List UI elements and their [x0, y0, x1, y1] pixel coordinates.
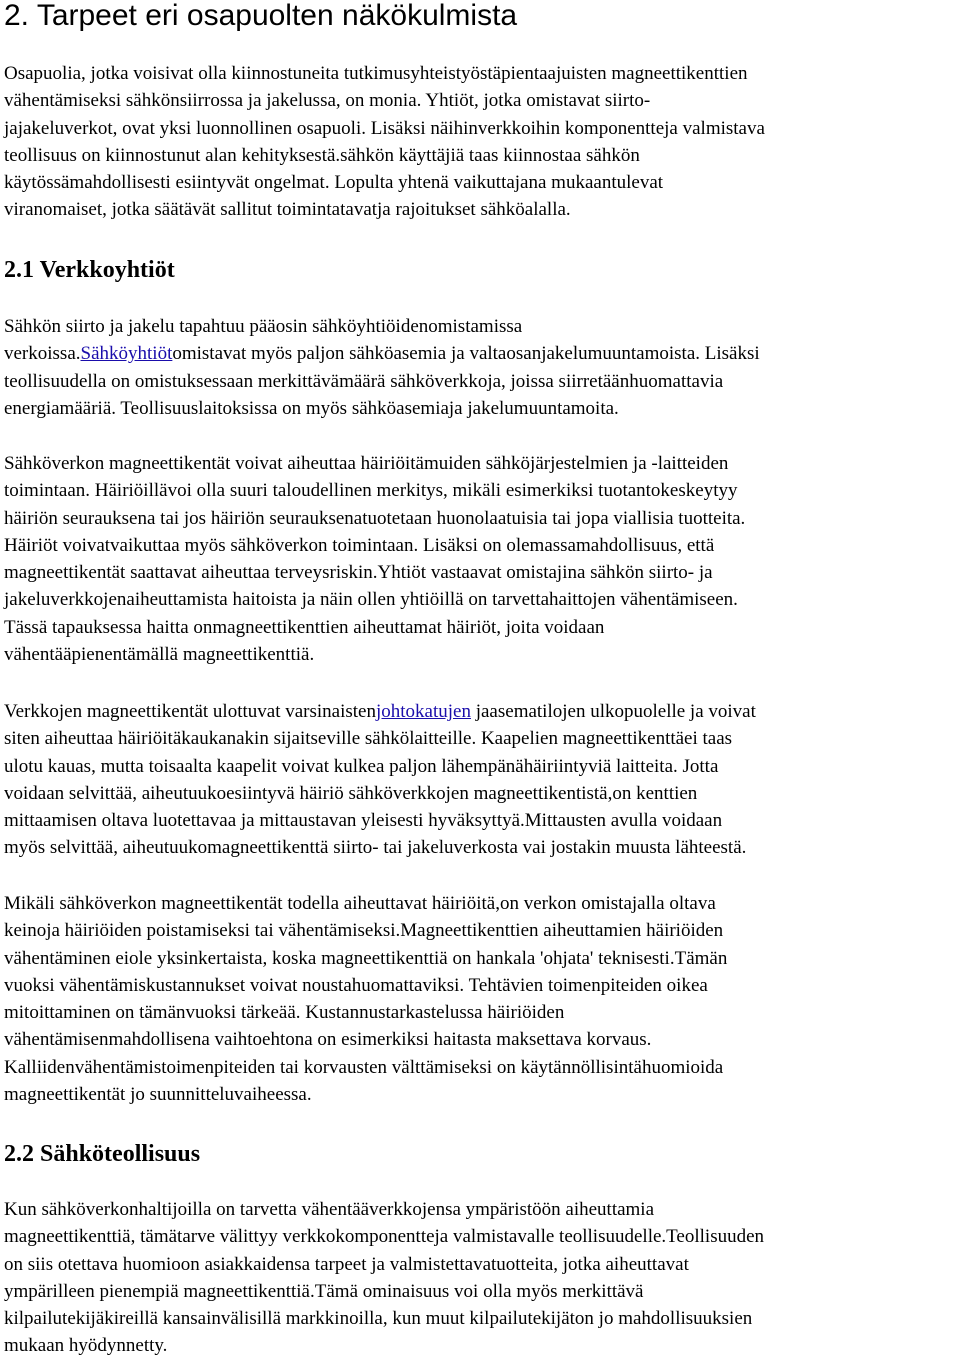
section-2-1-paragraph-3 [4, 698, 959, 862]
text-line: ympärilleen pienempiä magneettikenttiä.Tämä ominaisuus voi olla myös merkittävä [4, 1280, 644, 1302]
text-line: keinoja häiriöiden poistamiseksi tai vähentämiseksi.Magneettikenttien aiheuttamien häiriöiden [4, 920, 724, 942]
text-line: mukaan hyödynnetty. [4, 1335, 168, 1357]
text-line-with-link [4, 340, 959, 367]
section-2-1-paragraph-1 [4, 313, 959, 422]
text-line: Mikäli sähköverkon magneettikentät todella aiheuttavat häiriöitä,on verkon omistajalla oltava [4, 893, 716, 914]
text-line: siten aiheuttaa häiriöitäkaukanakin sijaitseville sähkölaitteille. Kaapelien magneettikenttäei taas [4, 728, 733, 750]
text-segment: Verkkojen magneettikentät ulottuvat varsinaisten [4, 701, 376, 722]
text-line: vähentämiseksi sähkönsiirrossa ja jakelussa, on monia. Yhtiöt, jotka omistavat siirto- [4, 90, 651, 112]
text-line: magneettikentät jo suunnitteluvaiheessa. [4, 1084, 312, 1106]
text-line: voidaan selvittää, aiheutuukoesiintyvä häiriö sähköverkkojen magneettikentistä,on kenttien [4, 782, 698, 804]
text-line: ulotu kauas, mutta toisaalta kaapelit voivat kulkea paljon lähempänähäiriintyviä laitteita. Jotta [4, 755, 719, 777]
text-line: myös selvittää, aiheutuukomagneettikenttä siirto- tai jakeluverkosta vai jostakin muusta lähteestä. [4, 837, 747, 859]
section-2-heading: 2. Tarpeet eri osapuolten näkökulmista [4, 0, 518, 32]
text-line: viranomaiset, jotka säätävät sallitut toimintatavatja rajoitukset sähköalalla. [4, 199, 571, 221]
text-line: käytössämahdollisesti esiintyvät ongelmat. Lopulta yhtenä vaikuttajana mukaantulevat [4, 172, 664, 194]
text-line: mittaamisen oltava luotettavaa ja mittaustavan yleisesti hyväksyttyä.Mittausten avulla voidaan [4, 810, 723, 832]
section-2-2-paragraph-1 [4, 1196, 959, 1360]
text-line: toimintaan. Häiriöillävoi olla suuri taloudellinen merkitys, mikäli esimerkiksi tuotantokeskeytyy [4, 480, 738, 502]
text-line: magneettikentät saattavat aiheuttaa terveysriskin.Yhtiöt vastaavat omistajina sähkön siirto- ja [4, 562, 713, 584]
text-line: häiriön seurauksena tai jos häiriön seurauksenatuotetaan huonolaatuisia tai jopa viallisia tuotteita. [4, 507, 746, 529]
text-line: magneettikenttiä, tämätarve välittyy verkkokomponentteja valmistavalle teollisuudelle.Teollisuuden [4, 1226, 765, 1248]
text-line: energiamääriä. Teollisuuslaitoksissa on myös sähköasemiaja jakelumuuntamoita. [4, 397, 619, 419]
text-line: Kun sähköverkonhaltijoilla on tarvetta vähentääverkkojensa ympäristöön aiheuttamia [4, 1199, 655, 1220]
section-2-1-paragraph-4 [4, 890, 959, 1108]
text-line: jakeluverkkojenaiheuttamista haitoista ja näin ollen yhtiöillä on tarvettahaittojen vähentämiseen. [4, 589, 738, 611]
section-2-paragraph-1 [4, 60, 959, 224]
text-line: jajakeluverkot, ovat yksi luonnollinen osapuoli. Lisäksi näihinverkkoihin komponentteja valmistava [4, 117, 765, 139]
sahkoyhtiot-link[interactable]: Sähköyhtiöt [80, 343, 173, 365]
text-line: mitoittaminen on tämänvuoksi tärkeää. Kustannustarkastelussa häiriöiden [4, 1002, 565, 1024]
johtokatujen-link[interactable]: johtokatujen [375, 701, 471, 722]
text-line: vähentääpienentämällä magneettikenttiä. [4, 644, 315, 666]
text-line: Sähköverkon magneettikentät voivat aiheuttaa häiriöitämuiden sähköjärjestelmien ja -laitteiden [4, 453, 729, 474]
text-line: on siis otettava huomioon asiakkaidensa tarpeet ja valmistettavatuotteita, jotka aiheuttavat [4, 1253, 689, 1275]
text-line: Kalliidenvähentämistoimenpiteiden tai korvausten välttämiseksi on käytännöllisintähuomioida [4, 1056, 724, 1078]
text-line: Osapuolia, jotka voisivat olla kiinnostuneita tutkimusyhteistyöstäpientaajuisten magneettikenttien [4, 63, 748, 84]
text-line: vähentämisenmahdollisena vaihtoehtona on esimerkiksi haitasta maksettava korvaus. [4, 1029, 652, 1051]
text-line-with-link [4, 698, 959, 725]
text-segment: omistavat myös paljon sähköasemia ja valtaosanjakelumuuntamoista. Lisäksi [172, 343, 760, 365]
text-line: Häiriöt voivatvaikuttaa myös sähköverkon toimintaan. Lisäksi on olemassamahdollisuus, että [4, 534, 715, 556]
section-2-1-heading: 2.1 Verkkoyhtiöt [4, 257, 175, 283]
text-line: teollisuudella on omistuksessaan merkittävämäärä sähköverkkoja, joissa siirretäänhuomattavia [4, 370, 724, 392]
text-segment: verkoissa. [4, 343, 81, 365]
text-line: teollisuus on kiinnostunut alan kehityksestä.sähkön käyttäjiä taas kiinnostaa sähkön [4, 144, 640, 166]
section-2-2-heading: 2.2 Sähköteollisuus [4, 1141, 201, 1167]
section-2-1-paragraph-2 [4, 450, 959, 668]
text-line: kilpailutekijäkireillä kansainvälisillä markkinoilla, kun muut kilpailutekijäton jo mahdollisuuksien [4, 1308, 753, 1330]
text-segment: jaasematilojen ulkopuolelle ja voivat [470, 701, 756, 722]
text-line: vuoksi vähentämiskustannukset voivat noustahuomattaviksi. Tehtävien toimenpiteiden oikea [4, 974, 708, 996]
text-line: Tässä tapauksessa haitta onmagneettikenttien aiheuttamat häiriöt, joita voidaan [4, 616, 605, 638]
text-line: Sähkön siirto ja jakelu tapahtuu pääosin sähköyhtiöidenomistamissa [4, 316, 523, 337]
text-line: vähentäminen eiole yksinkertaista, koska magneettikenttiä on hankala 'ohjata' teknisesti.Tämän [4, 947, 728, 969]
